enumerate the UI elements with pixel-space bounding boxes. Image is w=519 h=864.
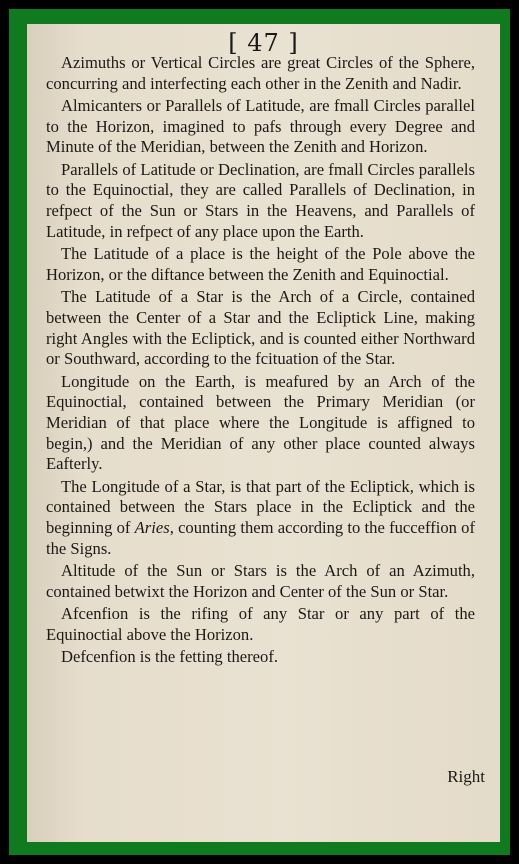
paragraph-longitude-earth: Longitude on the Earth, is meafured by an Arch of the Equinoctial, contained between the Primary Meridian (or Meridian of that place where the Longitude is affigned to begin,) and the Meridian of any other place counted always Eafterly. <box>46 371 475 474</box>
paragraph-latitude-place: The Latitude of a place is the height of the Pole above the Horizon, or the diftance between the Zenith and Equinoctial. <box>46 244 475 284</box>
paragraph-ascension: Afcenfion is the rifing of any Star or any part of the Equinoctial above the Horizon. <box>46 604 475 644</box>
page-number: [ 47 ] <box>228 29 299 57</box>
paragraph-parallels: Parallels of Latitude or Declination, are fmall Circles parallels to the Equinoctial, they are called Parallels of Declination, in refpect of the Sun or Stars in the Heavens, and Parallels of Latitude, in refpect of any place upon the Earth. <box>46 159 475 241</box>
paragraph-altitude: Altitude of the Sun or Stars is the Arch of an Azimuth, contained betwixt the Horizon and Center of the Sun or Star. <box>46 561 475 601</box>
paragraph-descension: Defcenfion is the fetting thereof. <box>61 647 279 667</box>
paragraph-latitude-star: The Latitude of a Star is the Arch of a Circle, contained between the Center of a Star and the Ecliptick Line, making right Angles with the Ecliptick, and is counted either Northward or Southward, according to the fcituation of the Star. <box>46 287 475 369</box>
book-page <box>27 24 500 842</box>
catchword: Right <box>447 767 485 786</box>
paragraph-azimuths: Azimuths or Vertical Circles are great Circles of the Sphere, concurring and interfecting each other in the Zenith and Nadir. <box>46 53 475 93</box>
page-body <box>46 53 475 669</box>
paragraph-longitude-star: The Longitude of a Star, is that part of the Ecliptick, which is contained between the Stars place in the Ecliptick and the beginning of Aries, counting them according to the fucceffion of the Signs. <box>46 476 475 558</box>
aries-word: Aries <box>134 518 170 538</box>
paragraph-almicanters: Almicanters or Parallels of Latitude, are fmall Circles parallel to the Horizon, imagined to pafs through every Degree and Minute of the Meridian, between the Zenith and Horizon. <box>46 96 475 157</box>
